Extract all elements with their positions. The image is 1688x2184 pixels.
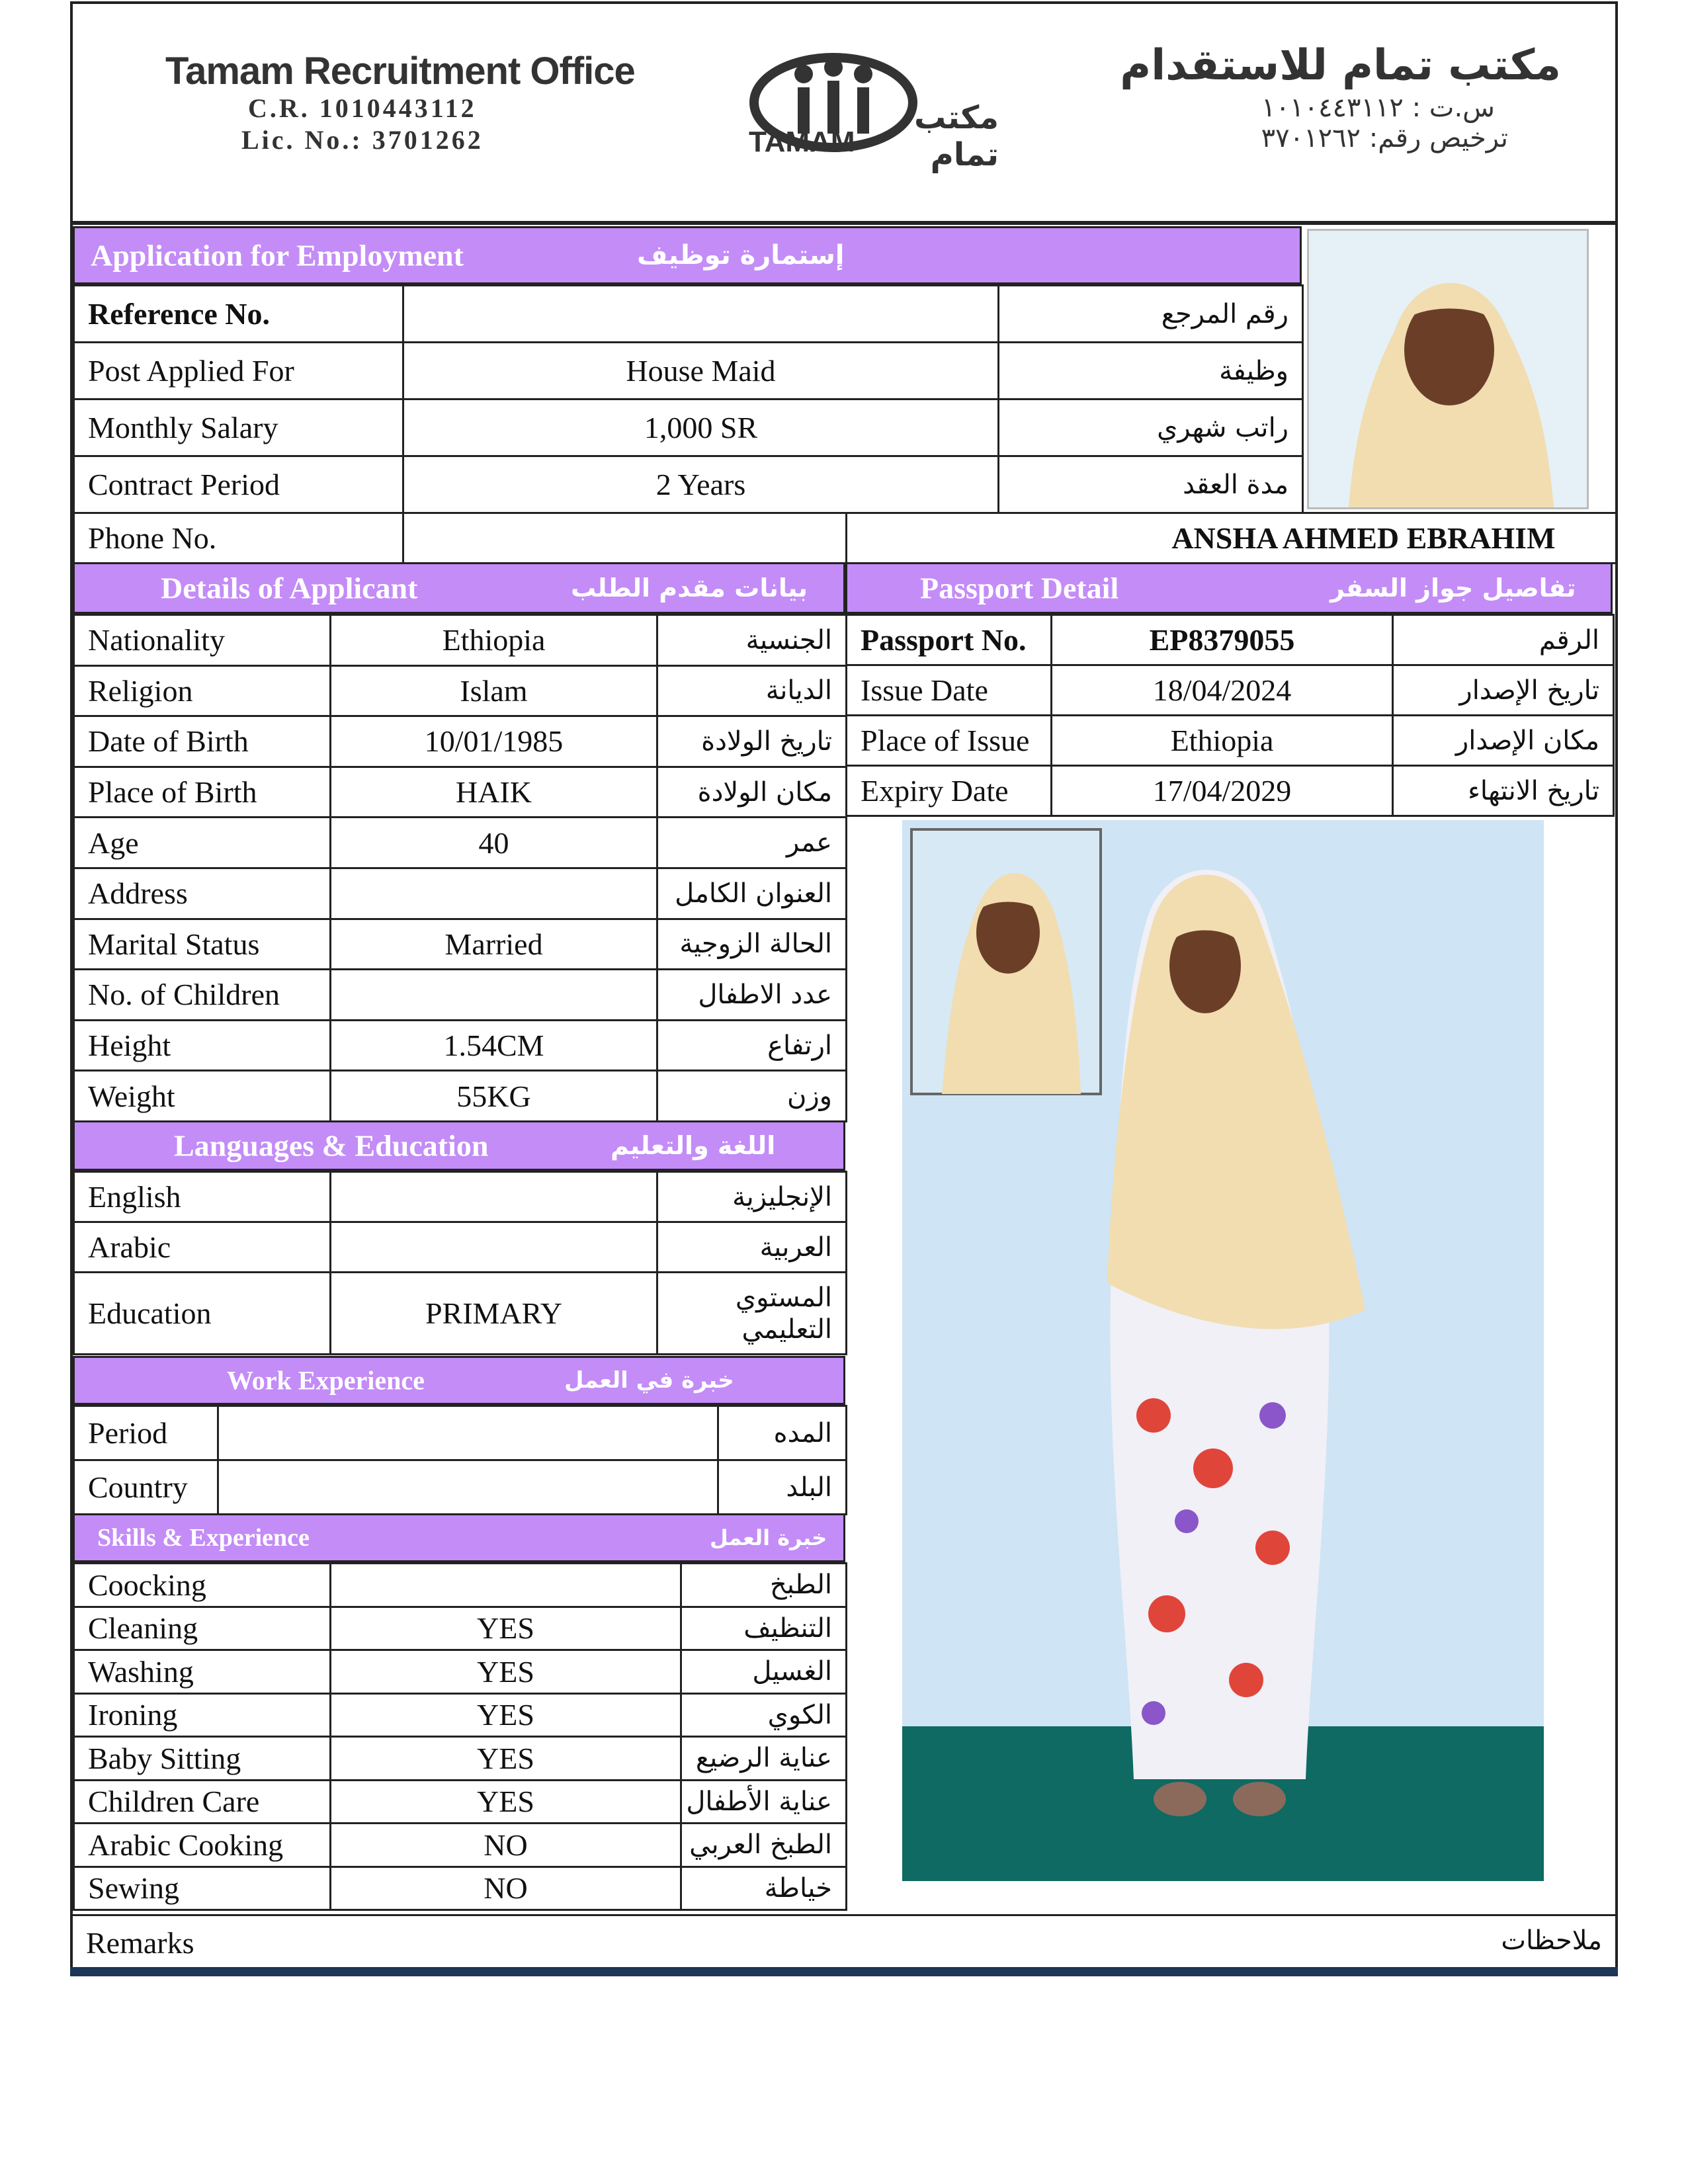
table-row [74,1824,847,1867]
row-label-ar: العربية [657,1222,847,1273]
row-label: Country [74,1460,218,1515]
application-band [73,226,1302,284]
row-value: YES [331,1780,681,1824]
table-row [847,766,1614,816]
work-title-en: Work Experience [227,1365,425,1396]
row-label-ar: العنوان الكامل [657,868,847,919]
applicant-headshot-photo [1307,229,1589,509]
row-value: 40 [331,818,657,868]
row-label: Cleaning [74,1607,331,1650]
remarks-label-ar: ملاحظات [1501,1925,1602,1956]
details-title-en: Details of Applicant [161,571,418,605]
applicant-full-photo [902,820,1544,1881]
languages-title-ar: اللغة والتعليم [611,1131,776,1160]
row-label: Ironing [74,1693,331,1737]
row-value [331,1172,657,1222]
row-value: YES [331,1650,681,1694]
row-label-ar: الطبخ [681,1564,847,1607]
table-row [74,1650,847,1694]
row-label: Nationality [74,615,331,666]
row-label-ar: تاريخ الولادة [657,716,847,767]
cr-number-en: C.R. 1010443112 [248,93,477,123]
row-label: Washing [74,1650,331,1694]
table-row [74,513,1615,564]
row-label: Monthly Salary [74,399,403,456]
application-table [73,284,1304,514]
row-label: Weight [74,1071,331,1122]
row-label-ar: المستوي التعليمي [657,1273,847,1355]
table-row [847,615,1614,665]
skills-title-ar: خبرة العمل [710,1525,827,1550]
row-label: Issue Date [847,665,1052,716]
row-label: Sewing [74,1867,331,1910]
row-value: HAIK [331,767,657,818]
license-number-en: Lic. No.: 3701262 [241,125,484,155]
application-title-en: Application for Employment [91,238,464,273]
row-label-ar: وظيفة [999,343,1303,399]
languages-table [73,1171,847,1355]
row-label: Period [74,1406,218,1460]
table-row [74,1867,847,1910]
row-label-ar: الكوي [681,1693,847,1737]
row-value: Ethiopia [1052,716,1393,766]
row-label-ar: عناية الرضيع [681,1737,847,1781]
row-label: Baby Sitting [74,1737,331,1781]
company-name-en: Tamam Recruitment Office [165,50,635,93]
table-row [74,343,1303,399]
row-label-ar: تاريخ الإصدار [1393,665,1614,716]
cr-number-ar: س.ت : ١٠١٠٤٤٣١١٢ [1261,93,1495,123]
row-label: Education [74,1273,331,1355]
passport-band [845,562,1613,614]
row-value: 18/04/2024 [1052,665,1393,716]
row-value [331,970,657,1021]
skills-table [73,1562,847,1911]
row-label-ar: رقم المرجع [999,286,1303,343]
row-label: Children Care [74,1780,331,1824]
row-label-ar: عمر [657,818,847,868]
row-value: 17/04/2029 [1052,766,1393,816]
row-label-ar: الديانة [657,665,847,716]
row-value: Ethiopia [331,615,657,666]
table-row [74,456,1303,513]
row-label: Arabic Cooking [74,1824,331,1867]
row-label-ar: تاريخ الانتهاء [1393,766,1614,816]
row-label-ar: الرقم [1393,615,1614,665]
row-label: Contract Period [74,456,403,513]
table-row [74,818,847,868]
row-label: Passport No. [847,615,1052,665]
row-value: 55KG [331,1071,657,1122]
table-row [74,1564,847,1607]
row-value: House Maid [403,343,999,399]
work-band [73,1356,845,1405]
row-value: 1,000 SR [403,399,999,456]
row-label: Place of Issue [847,716,1052,766]
phone-label: Phone No. [74,513,403,564]
row-label-ar: المده [718,1406,847,1460]
details-title-ar: بيانات مقدم الطلب [571,573,808,603]
row-value: NO [331,1824,681,1867]
table-row [74,1273,847,1355]
row-label: Marital Status [74,919,331,970]
row-value: Married [331,919,657,970]
row-label: Date of Birth [74,716,331,767]
row-label: No. of Children [74,970,331,1021]
application-title-ar: إستمارة توظيف [637,240,845,271]
table-row [74,1607,847,1650]
passport-table [845,614,1615,817]
row-label-ar: مكان الولادة [657,767,847,818]
table-row [74,615,847,666]
table-row [74,1780,847,1824]
table-row [74,1693,847,1737]
phone-value [403,513,847,564]
skills-band [73,1513,845,1562]
row-value: YES [331,1737,681,1781]
skills-title-en: Skills & Experience [97,1524,310,1552]
table-row [74,1071,847,1122]
row-label: Religion [74,665,331,716]
header-separator [70,221,1618,225]
table-row [74,286,1303,343]
row-value [331,868,657,919]
details-band [73,562,845,614]
table-row [74,1406,847,1460]
row-label: English [74,1172,331,1222]
row-label: Post Applied For [74,343,403,399]
row-label-ar: البلد [718,1460,847,1515]
table-row [74,665,847,716]
row-value [403,286,999,343]
table-row [74,399,1303,456]
details-table [73,614,847,1122]
row-label-ar: عناية الأطفال [681,1780,847,1824]
logo-text-ar: مكتب تمام [913,99,999,173]
remarks-label: Remarks [86,1926,194,1960]
table-row [74,716,847,767]
row-label-ar: راتب شهري [999,399,1303,456]
row-label: Address [74,868,331,919]
row-label: Coocking [74,1564,331,1607]
row-label-ar: خياطة [681,1867,847,1910]
row-value: Islam [331,665,657,716]
work-table [73,1405,847,1515]
row-label-ar: الطبخ العربي [681,1824,847,1867]
table-row [847,665,1614,716]
license-number-ar: ترخيص رقم: ٣٧٠١٢٦٢ [1261,123,1508,153]
logo-text-en: TAMAM [749,126,855,158]
row-label-ar: عدد الاطفال [657,970,847,1021]
table-row [74,868,847,919]
row-label-ar: الغسيل [681,1650,847,1694]
row-value: PRIMARY [331,1273,657,1355]
table-row [847,716,1614,766]
table-row [74,1172,847,1222]
row-value: 2 Years [403,456,999,513]
row-value: 10/01/1985 [331,716,657,767]
row-label-ar: الجنسية [657,615,847,666]
table-row [74,1222,847,1273]
row-value [218,1460,718,1515]
table-row [74,767,847,818]
row-label: Height [74,1020,331,1071]
row-value [331,1564,681,1607]
bottom-rule [70,1967,1618,1976]
passport-title-en: Passport Detail [920,571,1119,605]
remarks-row [70,1914,1618,1967]
applicant-name: ANSHA AHMED EBRAHIM [847,513,1615,564]
row-label-ar: الإنجليزية [657,1172,847,1222]
row-label-ar: مدة العقد [999,456,1303,513]
row-value: EP8379055 [1052,615,1393,665]
table-row [74,1020,847,1071]
row-label-ar: الحالة الزوجية [657,919,847,970]
row-label-ar: التنظيف [681,1607,847,1650]
row-value: 1.54CM [331,1020,657,1071]
languages-title-en: Languages & Education [174,1128,489,1163]
table-row [74,1460,847,1515]
row-value: YES [331,1693,681,1737]
row-label: Arabic [74,1222,331,1273]
row-label: Reference No. [74,286,403,343]
passport-title-ar: تفاصيل جواز السفر [1330,573,1576,603]
table-row [74,919,847,970]
row-label-ar: مكان الإصدار [1393,716,1614,766]
row-label-ar: ارتفاع [657,1020,847,1071]
row-value [218,1406,718,1460]
row-value [331,1222,657,1273]
table-row [74,1737,847,1781]
row-value: YES [331,1607,681,1650]
work-title-ar: خبرة في العمل [564,1367,734,1394]
row-label: Age [74,818,331,868]
row-label-ar: وزن [657,1071,847,1122]
phone-table [73,512,1615,564]
row-label: Expiry Date [847,766,1052,816]
row-value: NO [331,1867,681,1910]
table-row [74,970,847,1021]
languages-band [73,1120,845,1171]
row-label: Place of Birth [74,767,331,818]
company-name-ar: مكتب تمام للاستقدام [1120,41,1561,90]
